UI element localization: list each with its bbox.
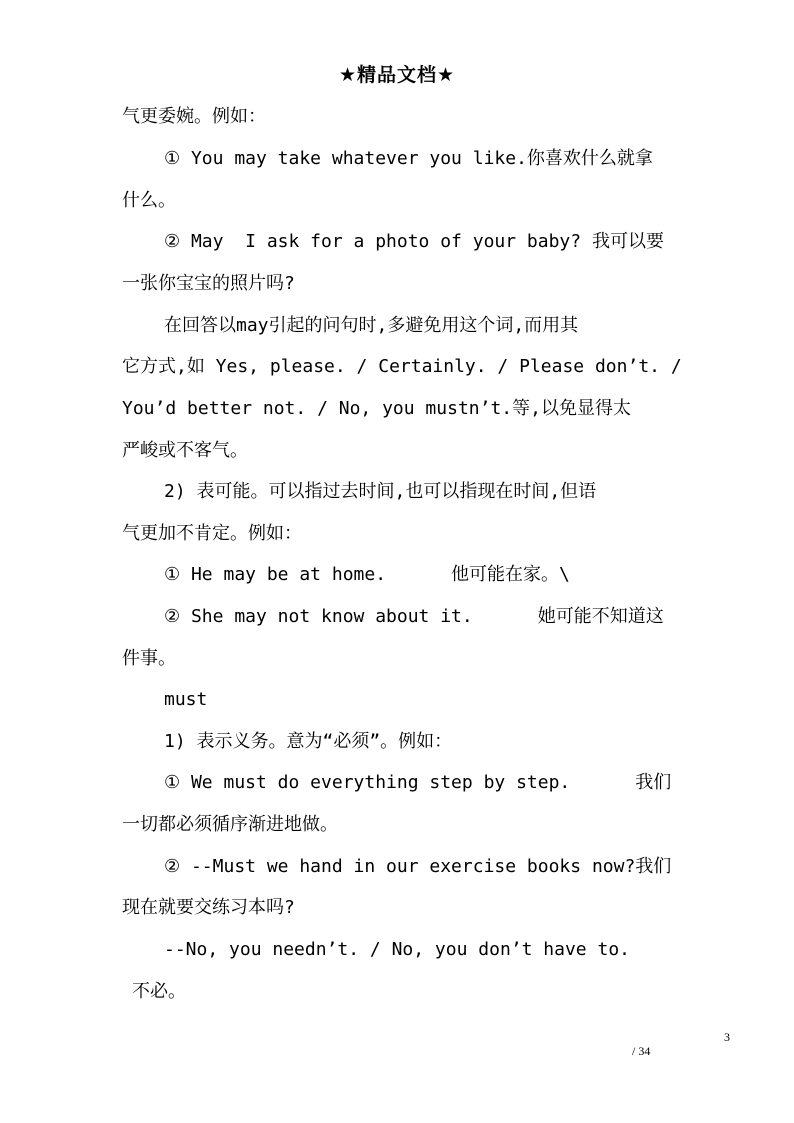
text-line: ② --Must we hand in our exercise books now?我们 bbox=[164, 856, 672, 877]
text-line: 一切都必须循序渐进地做。 bbox=[122, 814, 338, 835]
text-line: 在回答以may引起的问句时,多避免用这个词,而用其 bbox=[164, 315, 579, 336]
text-line: 严峻或不客气。 bbox=[122, 440, 248, 461]
text-line: ① You may take whatever you like.你喜欢什么就拿 bbox=[164, 148, 653, 169]
text-line: 不必。 bbox=[132, 981, 186, 1002]
text-line: ① He may be at home. 他可能在家。\ bbox=[164, 564, 570, 585]
text-line: 1) 表示义务。意为“必须”。例如： bbox=[164, 731, 453, 752]
text-line: 2) 表可能。可以指过去时间,也可以指现在时间,但语 bbox=[164, 481, 597, 502]
text-line: ② She may not know about it. 她可能不知道这 bbox=[164, 606, 664, 627]
text-line: 一张你宝宝的照片吗? bbox=[122, 273, 295, 294]
page-number: 3 bbox=[724, 1030, 730, 1044]
text-line: You’d better not. / No, you mustn’t.等,以免显得太 bbox=[122, 398, 631, 419]
text-line: 它方式,如 Yes, please. / Certainly. / Please don’t. / bbox=[122, 356, 682, 377]
text-line: 现在就要交练习本吗? bbox=[122, 897, 295, 918]
text-line: 气更委婉。例如： bbox=[122, 106, 266, 127]
text-line: 什么。 bbox=[122, 190, 176, 211]
text-line: ② May I ask for a photo of your baby? 我可以要 bbox=[164, 231, 664, 252]
text-line: must bbox=[164, 689, 208, 710]
text-line: ① We must do everything step by step. 我们 bbox=[164, 772, 672, 793]
text-line: --No, you needn’t. / No, you don’t have to. bbox=[164, 939, 630, 960]
text-line: 气更加不肯定。例如： bbox=[122, 523, 302, 544]
page-header-title: ★精品文档★ bbox=[338, 64, 456, 86]
text-line: 件事。 bbox=[122, 648, 176, 669]
page-total: / 34 bbox=[632, 1044, 651, 1058]
